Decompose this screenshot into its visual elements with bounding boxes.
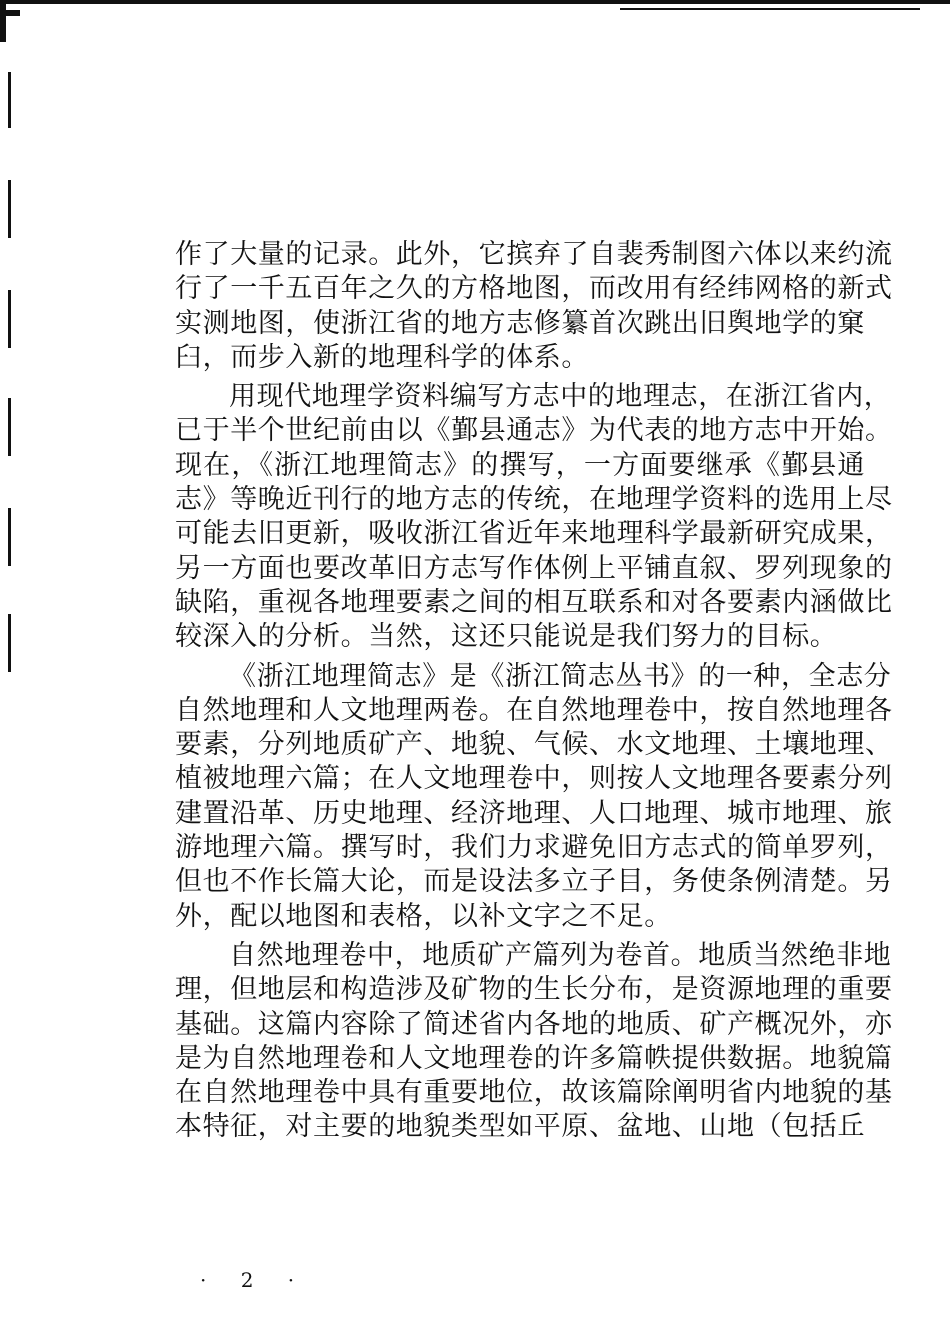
text-line: 基础。这篇内容除了简述省内各地的地质、矿产概况外，亦 bbox=[175, 1008, 893, 1040]
scan-edge-mark bbox=[8, 508, 11, 566]
page-number: · 2 · bbox=[200, 1268, 309, 1292]
text-line: 是为自然地理卷和人文地理卷的许多篇帙提供数据。地貌篇 bbox=[175, 1042, 893, 1074]
paragraph-1 bbox=[175, 238, 893, 375]
text-line: 在自然地理卷中具有重要地位，故该篇除阐明省内地貌的基 bbox=[175, 1077, 893, 1109]
text-line: 行了一千五百年之久的方格地图，而改用有经纬网格的新式 bbox=[175, 273, 893, 305]
scan-edge-mark bbox=[8, 290, 11, 348]
scan-edge-mark bbox=[8, 180, 11, 238]
text-line: 要素，分列地质矿产、地貌、气候、水文地理、土壤地理、 bbox=[175, 729, 893, 761]
text-line: 理，但地层和构造涉及矿物的生长分布，是资源地理的重要 bbox=[175, 974, 893, 1006]
scan-border-top-thin bbox=[620, 8, 920, 10]
text-line: 可能去旧更新，吸收浙江省近年来地理科学最新研究成果， bbox=[175, 518, 893, 550]
text-line: 较深入的分析。当然，这还只能说是我们努力的目标。 bbox=[175, 621, 838, 653]
paragraph-3 bbox=[175, 660, 893, 934]
text-line: 自然地理和人文地理两卷。在自然地理卷中，按自然地理各 bbox=[175, 694, 893, 726]
body-text bbox=[175, 238, 893, 1150]
text-line: 志》等晚近刊行的地方志的传统，在地理学资料的选用上尽 bbox=[175, 484, 893, 516]
text-line: 作了大量的记录。此外，它摈弃了自裴秀制图六体以来约流 bbox=[175, 239, 893, 270]
paragraph-4 bbox=[175, 939, 893, 1145]
text-line: 自然地理卷中，地质矿产篇列为卷首。地质当然绝非地 bbox=[229, 939, 892, 971]
text-line: 《浙江地理简志》是《浙江简志丛书》的一种，全志分 bbox=[229, 660, 892, 692]
text-line: 游地理六篇。撰写时，我们力求避免旧方志式的简单罗列， bbox=[175, 832, 893, 864]
text-line: 本特征，对主要的地貌类型如平原、盆地、山地（包括丘 bbox=[175, 1111, 865, 1143]
scan-corner-mark bbox=[0, 0, 6, 42]
scan-edge-mark bbox=[8, 398, 11, 456]
paragraph-2 bbox=[175, 380, 893, 654]
text-line: 用现代地理学资料编写方志中的地理志，在浙江省内， bbox=[229, 381, 892, 413]
scan-edge-mark bbox=[8, 614, 11, 672]
text-line: 实测地图，使浙江省的地方志修纂首次跳出旧舆地学的窠 bbox=[175, 307, 865, 339]
text-line: 但也不作长篇大论，而是设法多立子目，务使条例清楚。另 bbox=[175, 866, 893, 898]
scan-edge-mark bbox=[8, 72, 11, 128]
text-line: 臼，而步入新的地理科学的体系。 bbox=[175, 341, 589, 373]
scan-corner-mark-2 bbox=[6, 10, 20, 16]
text-line: 已于半个世纪前由以《鄞县通志》为代表的地方志中开始。 bbox=[175, 415, 893, 447]
text-line: 现在，《浙江地理简志》的撰写，一方面要继承《鄞县通 bbox=[175, 449, 865, 481]
scan-border-top bbox=[0, 0, 950, 4]
text-line: 另一方面也要改革旧方志写作体例上平铺直叙、罗列现象的 bbox=[175, 552, 893, 584]
text-line: 建置沿革、历史地理、经济地理、人口地理、城市地理、旅 bbox=[175, 797, 893, 829]
text-line: 植被地理六篇；在人文地理卷中，则按人文地理各要素分列 bbox=[175, 763, 893, 795]
text-line: 缺陷，重视各地理要素之间的相互联系和对各要素内涵做比 bbox=[175, 586, 893, 618]
text-line: 外，配以地图和表格，以补文字之不足。 bbox=[175, 900, 672, 932]
